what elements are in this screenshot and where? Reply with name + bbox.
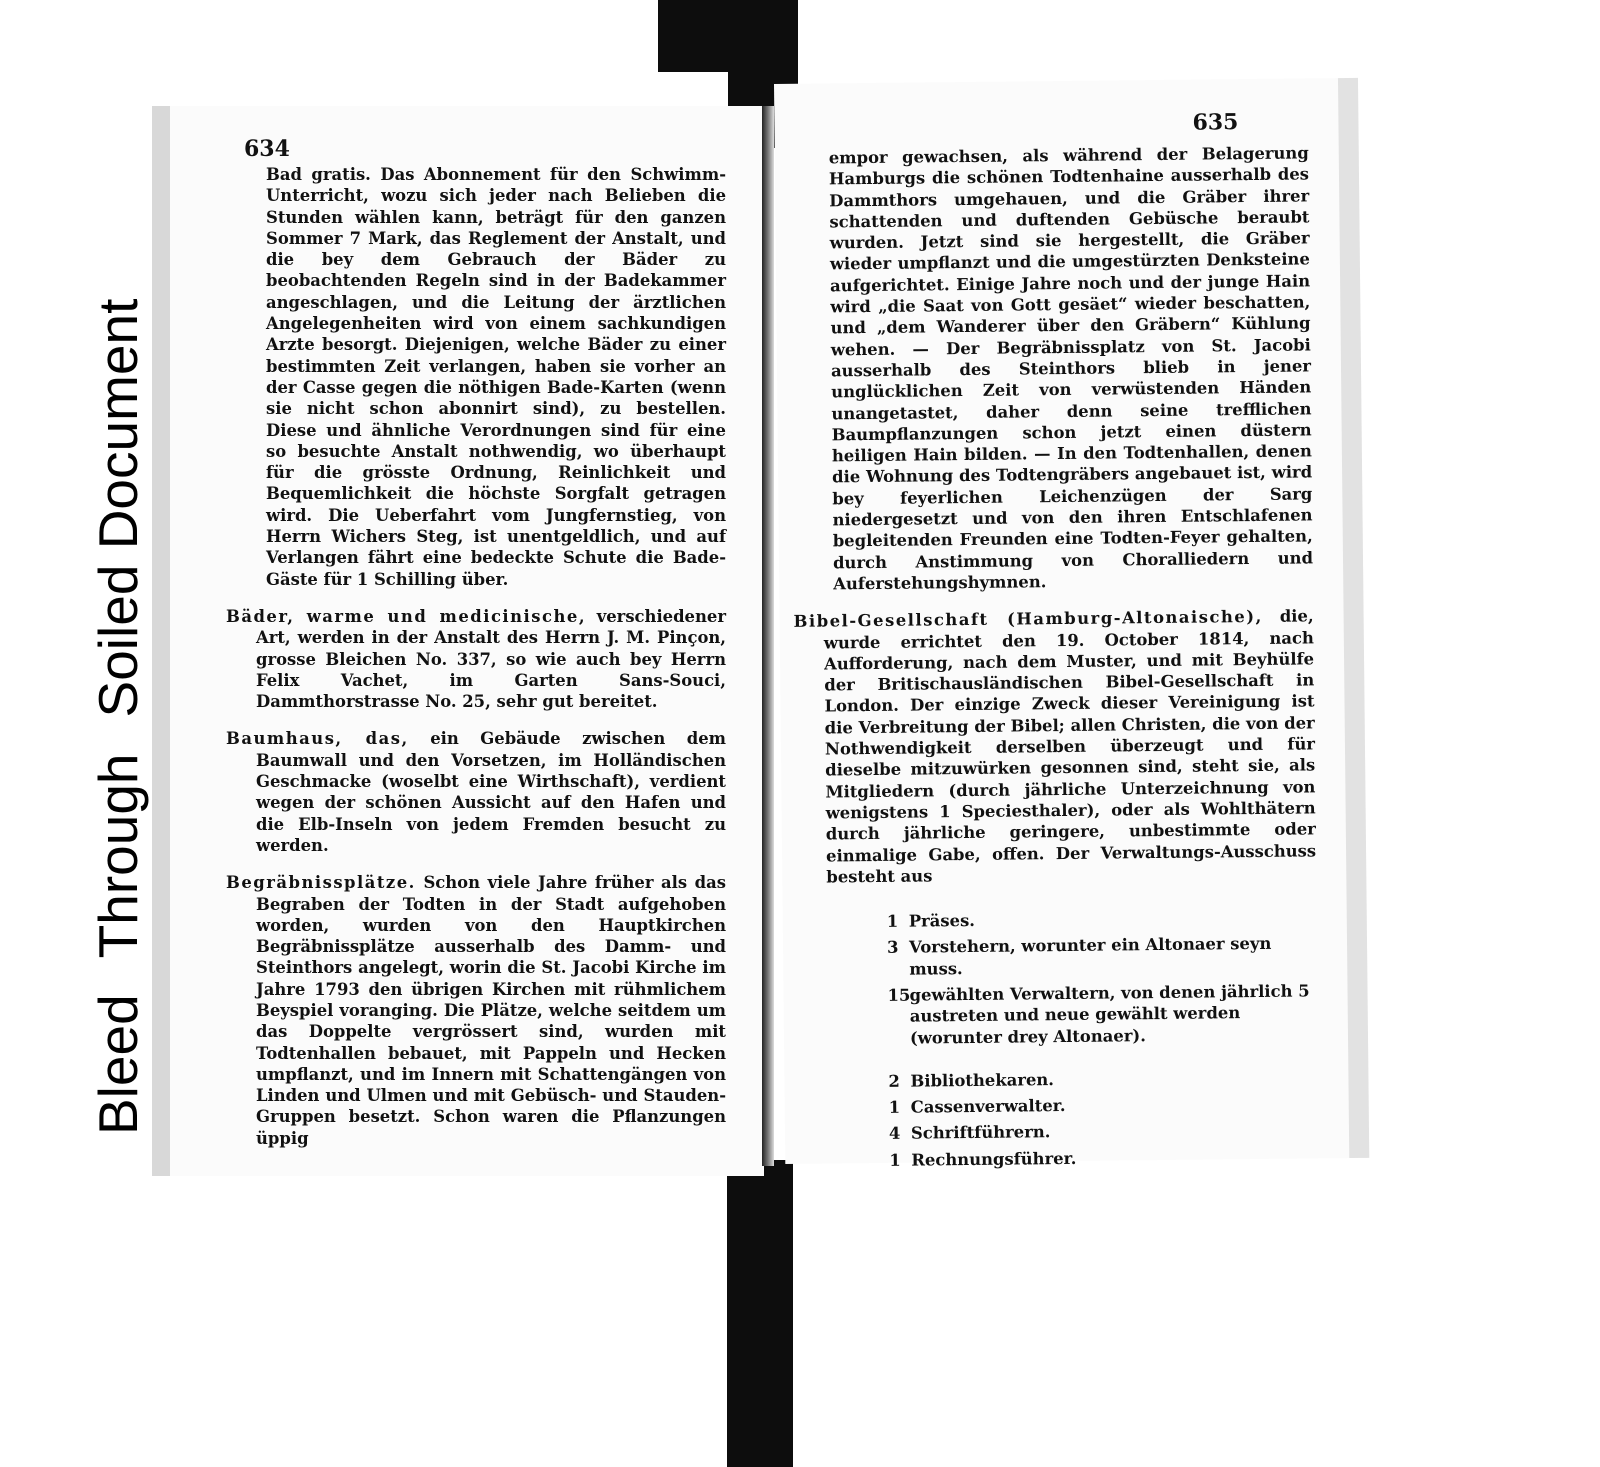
- entry-text: verschiedener Art, werden in der Anstalt des Herrn J. M. Pinçon, grosse Bleichen No. 337, so wie auch bey Herrn Felix Vachet, im Garten Sans-Souci, Dammthorstrasse No. 25, sehr gut bereitet.: [256, 606, 726, 712]
- right-continued-paragraph: empor gewachsen, als während der Belagerung Hamburgs die schönen Todtenhaine ausserhalb des Dammthors umgehauen, und die Gräber ihrer schattenden und duftenden Gebüsche beraubt wurden. Jetzt sind sie hergestellt, die Gräber wieder umpflanzt und die umgestürzten Denksteine aufgerichtet. Einige Jahre noch und der junge Hain wird „die Saat von Gott gesäet“ wieder beschatten, und „dem Wanderer über den Gräbern“ Kühlung wehen. — Der Begräbnissplatz von St. Jacobi ausserhalb des Steinthors blieb in jener unglücklichen Zeit von verwüstenden Händen unangetastet, daher denn seine trefflichen Baumpflanzungen schon jetzt einen düstern heiligen Hain bilden. — In den Todtenhallen, denen die Wohnung des Todtengräbers angebauet ist, wird bey feyerlichen Leichenzügen der Sarg niedergesetzt und von den ihren Entschlafenen begleitenden Freunden eine Todten-Feyer gehalten, durch Anstimmung von Choralliedern und Auferstehungshymnen.: [828, 143, 1314, 594]
- list-spacer: [888, 1049, 1318, 1066]
- entry-baeder: [226, 606, 726, 712]
- entry-text: ein Gebäude zwischen dem Baumwall und den Vorsetzen, im Holländischen Geschmacke (woselbt eine Wirthschaft), verdient wegen der schönen Aussicht auf den Hafen und die Elb-Inseln von jedem Fremden besucht zu werden.: [256, 729, 726, 855]
- list-item-count: 1: [889, 1150, 901, 1170]
- list-item: [889, 1093, 1319, 1119]
- right-page-text-column: [789, 142, 1320, 1176]
- list-item-text: Präses.: [908, 911, 976, 931]
- left-page-text-column: [226, 164, 726, 1165]
- right-page-number: 635: [1192, 109, 1239, 136]
- entry-keyword: Bibel-Gesellschaft (Hamburg-Altonaische),: [793, 607, 1263, 632]
- list-item-text: Vorstehern, worunter ein Altonaer seyn muss.: [908, 934, 1272, 979]
- side-label-word2: Through: [87, 753, 149, 959]
- left-page-number: 634: [244, 136, 290, 162]
- list-item-text: Cassenverwalter.: [910, 1096, 1066, 1117]
- left-intro-paragraph: Bad gratis. Das Abonnement für den Schwimm-Unterricht, wozu sich jeder nach Belieben die Stunden wählen kann, beträgt für den ganzen Sommer 7 Mark, das Reglement der Anstalt, und die bey dem Gebrauch der Bäder zu beobachtenden Regeln sind in der Badekammer angeschlagen, und die Leitung der ärztlichen Angelegenheiten wird von einem sachkundigen Arzte besorgt. Diejenigen, welche Bäder zu einer bestimmten Zeit verlangen, haben sie vorher an der Casse gegen die nöthigen Bade-Karten (wenn sie nicht schon abonnirt sind), zu bestellen. Diese und ähnliche Verordnungen sind für eine so besuchte Anstalt nothwendig, wo überhaupt für die grösste Ordnung, Reinlichkeit und Bequemlichkeit die höchste Sorgfalt getragen wird. Die Ueberfahrt vom Jungfernstieg, von Herrn Wichers Steg, ist unentgeldlich, und auf Verlangen fährt eine bedeckte Schute die Bade-Gäste für 1 Schilling über.: [266, 165, 726, 589]
- entry-text: die, wurde errichtet den 19. October 1814, nach Aufforderung, nach dem Muster, und mit Beyhülfe der Britischausländischen Bibel-Gesellschaft in London. Der einzige Zweck dieser Vereinigung ist die Verbreitung der Bibel; allen Christen, die von der Nothwendigkeit derselben überzeugt und für dieselbe mitzuwürken gesonnen sind, steht sie, als Mitgliedern (durch jährliche Unterzeichnung von wenigstens 1 Speciesthaler), oder als Wohlthätern durch jährliche geringere, unbestimmte oder einmalige Gabe, offen. Der Verwaltungs-Ausschuss besteht aus: [823, 606, 1317, 887]
- list-item-count: 2: [888, 1071, 900, 1091]
- entry-bibel-gesellschaft: [794, 606, 1317, 888]
- list-item-text: gewählten Verwaltern, von denen jährlich 5 austreten und neue gewählt werden (worunter drey Altonaer).: [909, 981, 1310, 1048]
- list-item: [887, 980, 1318, 1048]
- list-item-count: 1: [886, 911, 899, 931]
- entry-keyword: Bäder, warme und medicinische,: [226, 606, 587, 626]
- binding-strip-top: [658, 0, 728, 72]
- entry-baumhaus: [226, 728, 726, 856]
- list-item: [887, 906, 1317, 932]
- committee-list: [887, 906, 1320, 1170]
- binding-strip-bottom: [727, 1160, 793, 1467]
- entry-keyword: Baumhaus, das,: [226, 729, 409, 749]
- list-item: [888, 1066, 1318, 1092]
- entry-text: Schon viele Jahre früher als das Begraben der Todten in der Stadt aufgehoben worden, wurden von den Hauptkirchen Begräbnissplätze ausserhalb des Damm- und Steinthors angelegt, worin die St. Jacobi Kirche im Jahre 1793 den übrigen Kirchen mit rühmlichem Beyspiel voranging. Die Plätze, welche seitdem um das Doppelte vergrössert sind, wurden mit Todtenhallen bebauet, mit Pappeln und Hecken umpflanzt, und im Innern mit Schattengängen von Linden und Ulmen und mit Gebüsch- und Stauden-Gruppen besetzt. Schon waren die Pflanzungen üppig: [256, 873, 726, 1148]
- entry-begraebnissplaetze: [226, 872, 726, 1149]
- side-label: [85, 125, 151, 1135]
- list-item: [887, 933, 1317, 980]
- side-label-word3: Soiled Document: [87, 298, 149, 718]
- list-item-count: 15: [887, 985, 911, 1005]
- list-item-count: 3: [886, 938, 899, 958]
- list-item-count: 4: [888, 1124, 901, 1144]
- list-item-text: Bibliothekaren.: [910, 1069, 1055, 1091]
- list-item-text: Rechnungsführer.: [911, 1148, 1077, 1170]
- list-item-count: 1: [888, 1097, 901, 1118]
- left-page: [152, 106, 764, 1176]
- side-label-word1: Bleed: [87, 994, 149, 1135]
- list-item-text: Schriftführern.: [910, 1122, 1051, 1144]
- entry-keyword: Begräbnissplätze.: [226, 873, 416, 893]
- right-page: [774, 78, 1369, 1170]
- list-item: [889, 1119, 1319, 1145]
- book-gutter: [762, 106, 774, 1166]
- list-item: [889, 1145, 1319, 1171]
